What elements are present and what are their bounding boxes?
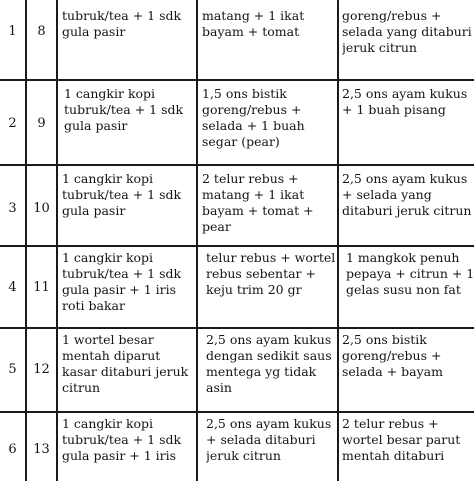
dinner-cell: 2,5 ons bistik goreng/rebus + selada + bayam [342,332,443,379]
row-divider [0,164,474,166]
lunch-cell: 1,5 ons bistik goreng/rebus + selada + 1 buah segar (pear) [202,86,305,149]
day-number: 11 [33,280,50,295]
lunch-cell: 2 telur rebus + matang + 1 ikat bayam + tomat + pear [202,171,314,234]
lunch-cell: 2,5 ons ayam kukus + selada ditaburi jeruk citrun [206,416,332,463]
day-number: 8 [37,24,46,39]
lunch-cell: telur rebus + wortel rebus sebentar + keju trim 20 gr [206,250,335,297]
dinner-cell: 1 mangkok penuh pepaya + citrun + 1 gelas susu non fat [346,250,474,297]
breakfast-cell: 1 wortel besar mentah diparut kasar ditaburi jeruk citrun [62,332,189,395]
breakfast-cell: 1 cangkir kopi tubruk/tea + 1 sdk gula pasir + 1 iris [62,416,182,463]
dinner-cell: 2 telur rebus + wortel besar parut mentah ditaburi [342,416,461,463]
day-number: 12 [33,362,50,377]
dinner-cell: 2,5 ons ayam kukus + selada yang ditaburi jeruk citrun [342,171,472,218]
row-number: 5 [8,362,17,377]
breakfast-cell: 1 cangkir kopi tubruk/tea + 1 sdk gula pasir [62,171,182,218]
dinner-cell: 2,5 ons ayam kukus + 1 buah pisang [342,86,468,117]
breakfast-cell: tubruk/tea + 1 sdk gula pasir [62,8,182,39]
lunch-cell: matang + 1 ikat bayam + tomat [202,8,305,39]
dinner-cell: goreng/rebus + selada yang ditaburi jeruk citrun [342,8,472,55]
row-number: 4 [8,280,17,295]
row-number: 1 [8,24,17,39]
column-divider [196,0,198,481]
breakfast-cell: 1 cangkir kopi tubruk/tea + 1 sdk gula pasir [64,86,184,133]
row-number: 3 [8,201,17,216]
row-divider [0,79,474,81]
day-number: 9 [37,116,46,131]
row-number: 6 [8,442,17,457]
row-divider [0,245,474,247]
breakfast-cell: 1 cangkir kopi tubruk/tea + 1 sdk gula pasir + 1 iris roti bakar [62,250,182,313]
column-divider [25,0,27,481]
column-divider [337,0,339,481]
row-divider [0,327,474,329]
row-divider [0,411,474,413]
day-number: 10 [33,201,50,216]
day-number: 13 [33,442,50,457]
column-divider [56,0,58,481]
row-number: 2 [8,116,17,131]
lunch-cell: 2,5 ons ayam kukus dengan sedikit saus mentega yg tidak asin [206,332,332,395]
